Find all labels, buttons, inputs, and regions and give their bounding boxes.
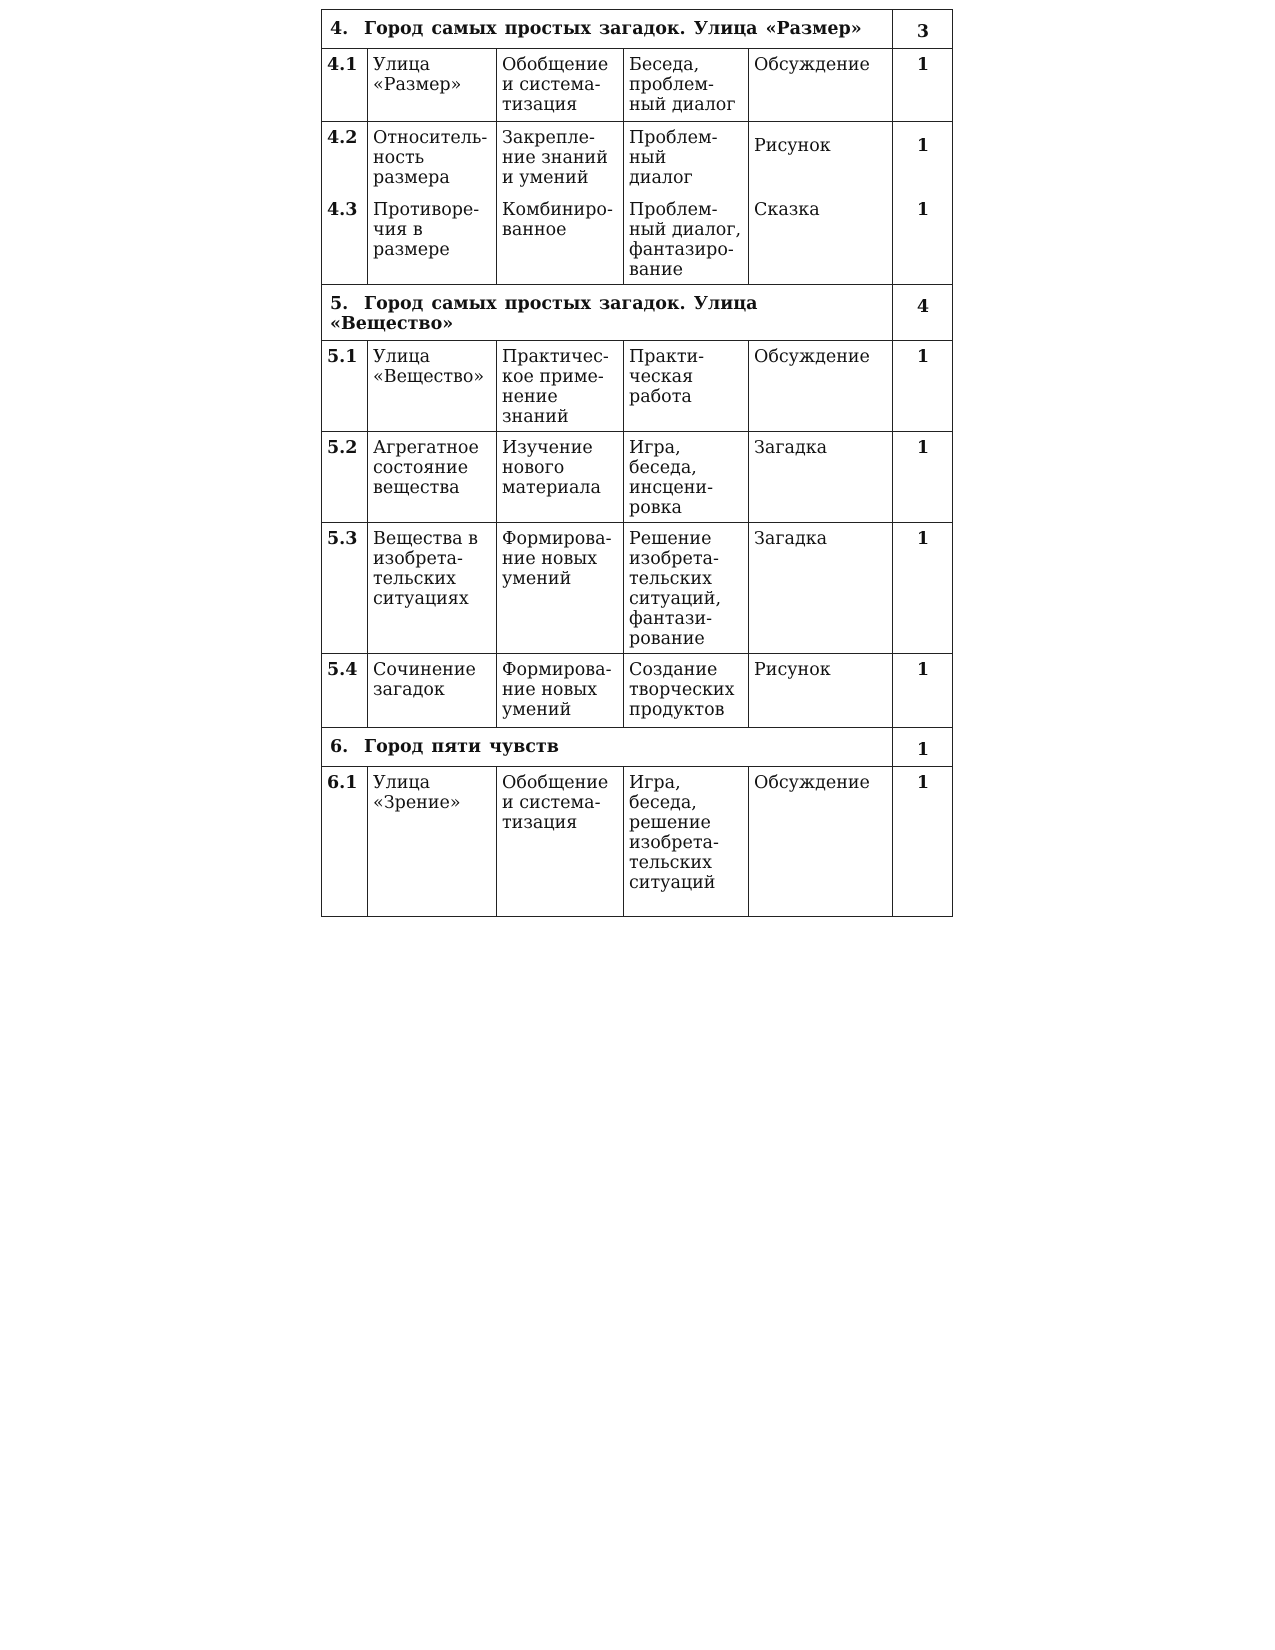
section-title: Город самых простых загадок. Улица «Размер» (364, 19, 862, 39)
section-number: 5. (330, 293, 349, 314)
lesson-control: Загадка (749, 522, 893, 653)
lesson-topic: Улица «Зрение» (368, 766, 497, 916)
section-title: Город пяти чувств (364, 736, 559, 757)
table-row (322, 431, 953, 522)
table-row (322, 194, 953, 285)
lesson-control: Обсуждение (749, 340, 893, 431)
section-number: 6. (330, 736, 349, 757)
lesson-form: Решение изобрета- тельских ситуаций, фантази- рование (624, 522, 749, 653)
lesson-type: Закрепле- ние знаний и умений (497, 122, 624, 194)
lesson-control: Обсуждение (749, 766, 893, 916)
section-hours: 1 (893, 727, 953, 766)
table-row (322, 522, 953, 653)
lesson-type: Практичес- кое приме- нение знаний (497, 340, 624, 431)
lesson-type: Обобщение и система- тизация (497, 49, 624, 122)
lesson-form: Беседа, проблем- ный диалог (624, 49, 749, 122)
lesson-hours: 1 (893, 766, 953, 916)
lesson-control: Обсуждение (749, 49, 893, 122)
lesson-control: Рисунок (749, 122, 893, 194)
lesson-form: Игра, беседа, решение изобрета- тельских ситуаций (624, 766, 749, 916)
lesson-type: Обобщение и система- тизация (497, 766, 624, 916)
thematic-plan-table (321, 9, 953, 917)
section-hours: 4 (893, 284, 953, 340)
table-row (322, 122, 953, 194)
lesson-number: 6.1 (322, 766, 368, 916)
lesson-type: Формирова- ние новых умений (497, 653, 624, 727)
lesson-topic: Агрегатное состояние вещества (368, 431, 497, 522)
lesson-number: 5.4 (322, 653, 368, 727)
lesson-topic: Противоре- чия в размере (368, 194, 497, 285)
lesson-form: Игра, беседа, инсцени- ровка (624, 431, 749, 522)
lesson-hours: 1 (893, 194, 953, 285)
section-row (322, 10, 953, 49)
lesson-control: Рисунок (749, 653, 893, 727)
lesson-hours: 1 (893, 431, 953, 522)
lesson-hours: 1 (893, 653, 953, 727)
table-row (322, 766, 953, 916)
lesson-hours: 1 (893, 122, 953, 194)
lesson-topic: Улица «Размер» (368, 49, 497, 122)
section-row (322, 727, 953, 766)
lesson-number: 4.3 (322, 194, 368, 285)
lesson-topic: Сочинение загадок (368, 653, 497, 727)
section-title-cell (322, 10, 893, 49)
section-title-cell (322, 284, 893, 340)
lesson-form: Проблем- ный диалог, фантазиро- вание (624, 194, 749, 285)
section-title: Город самых простых загадок. Улица «Вещество» (330, 293, 758, 334)
lesson-form: Создание творческих продуктов (624, 653, 749, 727)
lesson-number: 5.3 (322, 522, 368, 653)
lesson-number: 5.1 (322, 340, 368, 431)
section-title-cell (322, 727, 893, 766)
lesson-hours: 1 (893, 522, 953, 653)
lesson-number: 4.2 (322, 122, 368, 194)
section-hours: 3 (893, 10, 953, 49)
lesson-form: Проблем- ный диалог (624, 122, 749, 194)
lesson-type: Комбиниро- ванное (497, 194, 624, 285)
section-number: 4. (330, 19, 349, 39)
lesson-control: Загадка (749, 431, 893, 522)
lesson-form: Практи- ческая работа (624, 340, 749, 431)
lesson-topic: Относитель- ность размера (368, 122, 497, 194)
table-row (322, 340, 953, 431)
section-row (322, 284, 953, 340)
table-row (322, 49, 953, 122)
lesson-type: Изучение нового материала (497, 431, 624, 522)
lesson-hours: 1 (893, 340, 953, 431)
lesson-type: Формирова- ние новых умений (497, 522, 624, 653)
table-row (322, 653, 953, 727)
lesson-topic: Улица «Вещество» (368, 340, 497, 431)
lesson-number: 5.2 (322, 431, 368, 522)
lesson-number: 4.1 (322, 49, 368, 122)
lesson-control: Сказка (749, 194, 893, 285)
lesson-topic: Вещества в изобрета- тельских ситуациях (368, 522, 497, 653)
lesson-hours: 1 (893, 49, 953, 122)
